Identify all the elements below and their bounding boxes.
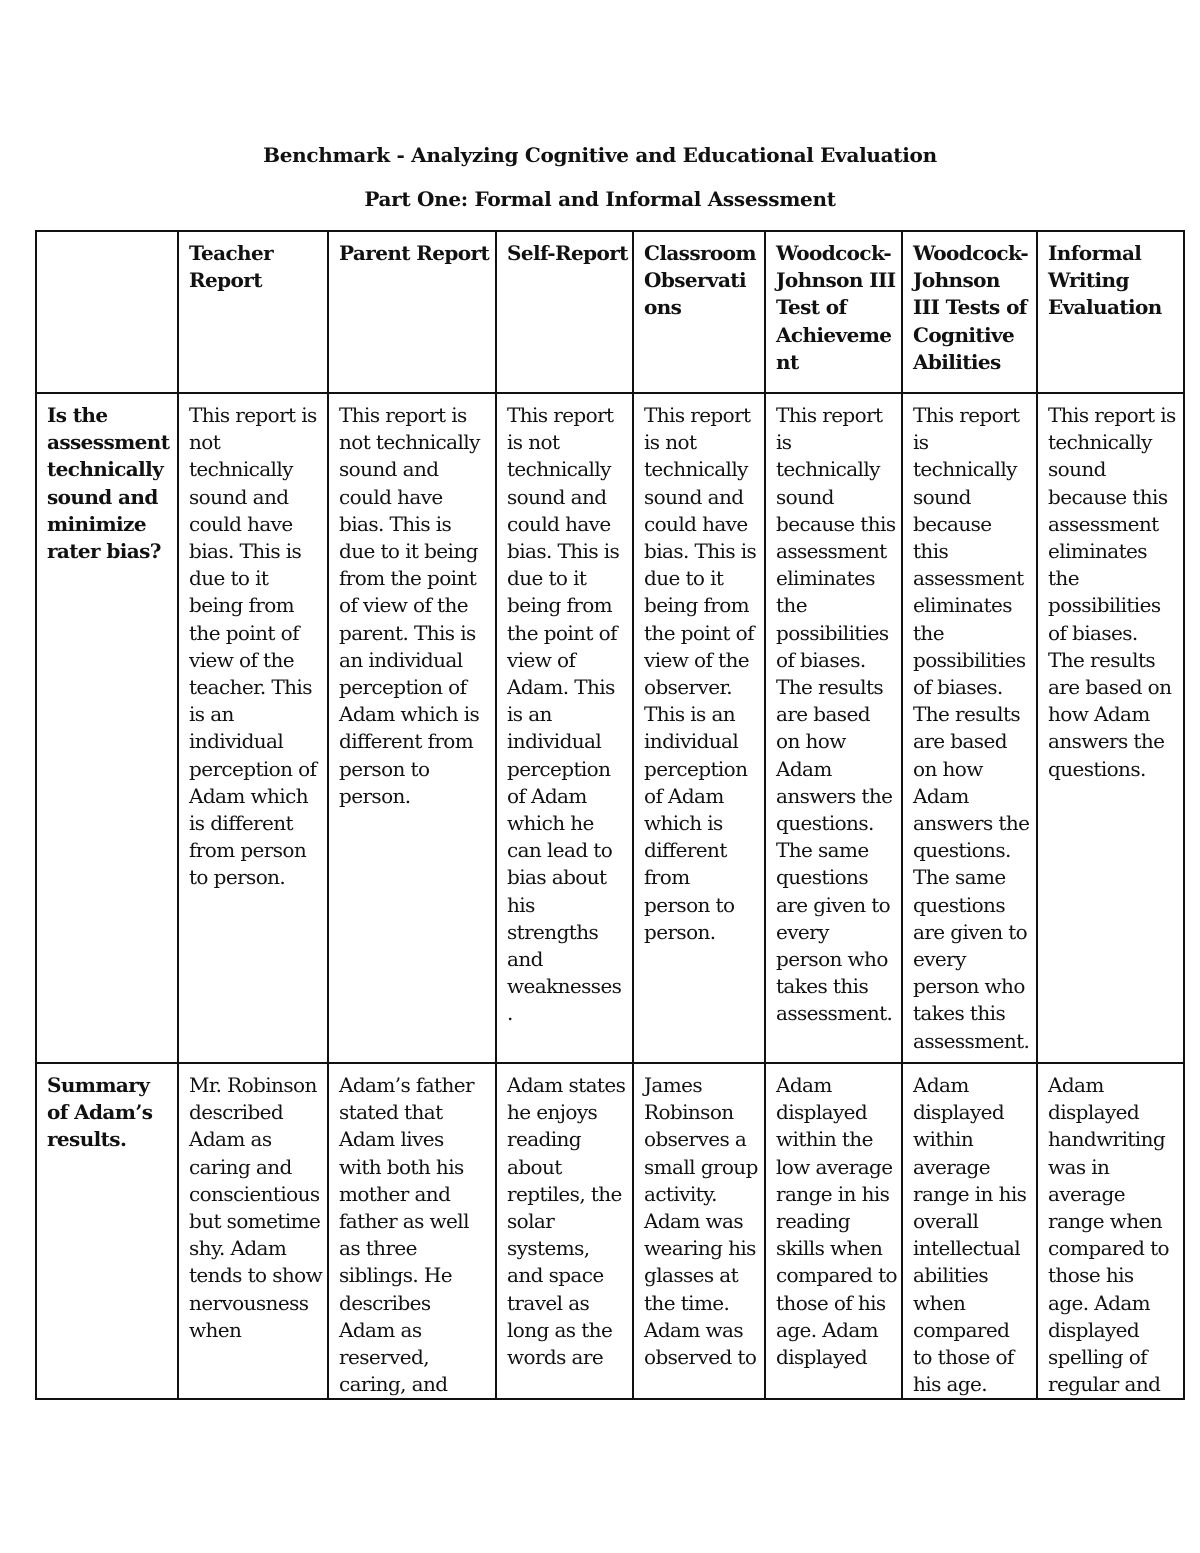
table-cell: This report is not technically sound and could have bias. This is due to it being from the point of view of the parent. This is an individual perception of Adam which is different from person to person. xyxy=(328,393,496,1063)
header-wj-achievement: Woodcock-Johnson III Test of Achieveme nt xyxy=(765,231,902,393)
header-parent-report: Parent Report xyxy=(328,231,496,393)
table-cell: This report is not technically sound and could have bias. This is due to it being from the point of view of Adam. This is an individual perception of Adam which he can lead to bias about his strengths and weaknesses . xyxy=(496,393,633,1063)
table-cell: Adam’s father stated that Adam lives with both his mother and father as well as three siblings. He describes Adam as reserved, caring, and xyxy=(328,1063,496,1399)
table-cell: This report is technically sound because this assessment eliminates the possibilities of biases. The results are based on how Adam answers the questions. The same questions are given to every person who takes this assessment. xyxy=(902,393,1037,1063)
table-header-row xyxy=(36,231,1184,393)
document-subtitle: Part One: Formal and Informal Assessment xyxy=(364,187,836,211)
table-cell: This report is not technically sound and could have bias. This is due to it being from the point of view of the observer. This is an individual perception of Adam which is different from person to person. xyxy=(633,393,765,1063)
table-cell: Adam displayed handwriting was in average range when compared to those his age. Adam displayed spelling of regular and xyxy=(1037,1063,1184,1399)
header-cell-empty xyxy=(36,231,178,393)
table-cell: This report is not technically sound and could have bias. This is due to it being from the point of view of the teacher. This is an individual perception of Adam which is different from person to person. xyxy=(178,393,328,1063)
table-cell: James Robinson observes a small group activity. Adam was wearing his glasses at the time. Adam was observed to xyxy=(633,1063,765,1399)
table-row xyxy=(36,393,1184,1063)
header-teacher-report: Teacher Report xyxy=(178,231,328,393)
row-label-summary: Summary of Adam’s results. xyxy=(36,1063,178,1399)
table-cell: This report is technically sound because this assessment eliminates the possibilities of biases. The results are based on how Adam answers the questions. The same questions are given to every person who takes this assessment. xyxy=(765,393,902,1063)
row-label-technically-sound: Is the assessment technically sound and minimize rater bias? xyxy=(36,393,178,1063)
document-title: Benchmark - Analyzing Cognitive and Educational Evaluation xyxy=(263,143,937,167)
assessment-table xyxy=(35,230,1185,1400)
header-classroom-observations: Classroom Observati ons xyxy=(633,231,765,393)
table-cell: Adam displayed within average range in his overall intellectual abilities when compared to those of his age. xyxy=(902,1063,1037,1399)
table-row xyxy=(36,1063,1184,1399)
table-cell: Adam displayed within the low average range in his reading skills when compared to those of his age. Adam displayed xyxy=(765,1063,902,1399)
table-cell: Mr. Robinson described Adam as caring and conscientious but sometime shy. Adam tends to show nervousness when xyxy=(178,1063,328,1399)
table-cell: This report is technically sound because this assessment eliminates the possibilities of biases. The results are based on how Adam answers the questions. xyxy=(1037,393,1184,1063)
header-wj-cognitive: Woodcock-Johnson III Tests of Cognitive Abilities xyxy=(902,231,1037,393)
table-cell: Adam states he enjoys reading about reptiles, the solar systems, and space travel as long as the words are xyxy=(496,1063,633,1399)
header-informal-writing: Informal Writing Evaluation xyxy=(1037,231,1184,393)
header-self-report: Self-Report xyxy=(496,231,633,393)
